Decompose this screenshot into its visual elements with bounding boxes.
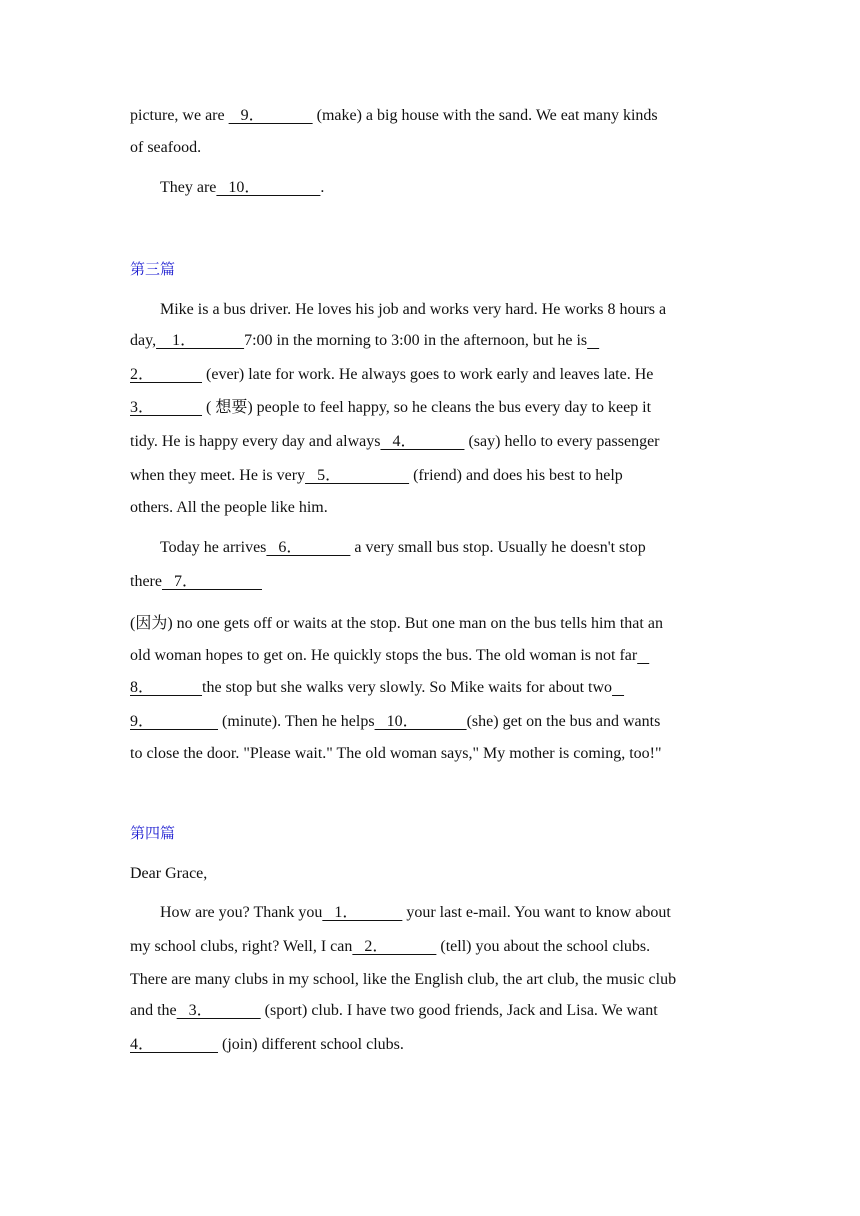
text: old woman hopes to get on. He quickly stops the bus. The old woman is not far	[130, 647, 638, 664]
blank-10[interactable]: 10．	[216, 179, 321, 196]
blank-1[interactable]: 1．	[322, 904, 403, 921]
text-line: There are many clubs in my school, like the English club, the art club, the music club	[130, 971, 677, 988]
text-line	[130, 365, 653, 385]
blank-5[interactable]: 5．	[305, 467, 410, 484]
text: How are you? Thank you	[160, 904, 323, 921]
text: (ever) late for work. He always goes to work early and leaves late. He	[202, 366, 654, 383]
blank-8[interactable]: 8．	[130, 679, 203, 696]
text-line	[130, 646, 649, 666]
text-line	[130, 398, 651, 418]
text-line	[130, 1001, 658, 1021]
blank-3[interactable]: 3．	[176, 1002, 261, 1019]
blank-9-start[interactable]	[612, 679, 624, 696]
text: .	[320, 179, 325, 196]
text-line	[130, 432, 660, 452]
text-line	[160, 178, 324, 198]
text-line	[130, 937, 650, 957]
text: picture, we are	[130, 107, 229, 124]
text: (say) hello to every passenger	[464, 433, 660, 450]
blank-9[interactable]: 9．	[228, 107, 313, 124]
text-line	[130, 1035, 404, 1055]
blank-8-start[interactable]	[637, 647, 649, 664]
text-line: others. All the people like him.	[130, 499, 328, 516]
blank-7[interactable]: 7．	[161, 573, 262, 590]
blank-4[interactable]: 4．	[380, 433, 465, 450]
text-line	[130, 572, 262, 592]
text-line: to close the door. "Please wait." The old woman says," My mother is coming, too!"	[130, 745, 662, 762]
text: the stop but she walks very slowly. So Mike waits for about two	[202, 679, 613, 696]
blank-6[interactable]: 6．	[266, 539, 351, 556]
blank-2[interactable]: 2．	[130, 366, 203, 383]
text: my school clubs, right? Well, I can	[130, 938, 353, 955]
text: (tell) you about the school clubs.	[436, 938, 651, 955]
text-line	[130, 466, 623, 486]
text: (she) get on the bus and wants	[466, 713, 661, 730]
text-line	[160, 903, 671, 923]
text: (sport) club. I have two good friends, Jack and Lisa. We want	[260, 1002, 658, 1019]
text-line: of seafood.	[130, 139, 202, 156]
text-line	[160, 538, 646, 558]
blank-3[interactable]: 3．	[130, 399, 203, 416]
blank-10[interactable]: 10．	[374, 713, 467, 730]
text: (friend) and does his best to help	[409, 467, 623, 484]
text: when they meet. He is very	[130, 467, 306, 484]
text-line	[130, 678, 624, 698]
text: day,	[130, 332, 157, 349]
text-line: Mike is a bus driver. He loves his job and works very hard. He works 8 hours a	[160, 301, 667, 318]
text: your last e-mail. You want to know about	[402, 904, 671, 921]
blank-9[interactable]: 9．	[130, 713, 219, 730]
blank-1[interactable]: 1．	[156, 332, 245, 349]
blank-2[interactable]: 2．	[352, 938, 437, 955]
section-heading: 第四篇	[130, 824, 176, 842]
text: there	[130, 573, 162, 590]
text: (minute). Then he helps	[218, 713, 375, 730]
text-line	[130, 712, 660, 732]
text-line: (因为) no one gets off or waits at the stop. But one man on the bus tells him that an	[130, 615, 663, 632]
text: They are	[160, 179, 217, 196]
text: 7:00 in the morning to 3:00 in the afternoon, but he is	[244, 332, 588, 349]
blank-2-start[interactable]	[587, 332, 599, 349]
text: Today he arrives	[160, 539, 267, 556]
blank-4[interactable]: 4．	[130, 1036, 219, 1053]
text: and the	[130, 1002, 177, 1019]
text: ( 想要) people to feel happy, so he cleans the bus every day to keep it	[202, 399, 652, 416]
text: (make) a big house with the sand. We eat many kinds	[312, 107, 658, 124]
text: (join) different school clubs.	[218, 1036, 404, 1053]
text-line	[130, 331, 599, 351]
text: tidy. He is happy every day and always	[130, 433, 381, 450]
greeting: Dear Grace,	[130, 865, 208, 882]
text-line	[130, 106, 658, 126]
text: a very small bus stop. Usually he doesn't stop	[350, 539, 646, 556]
section-heading: 第三篇	[130, 260, 176, 278]
